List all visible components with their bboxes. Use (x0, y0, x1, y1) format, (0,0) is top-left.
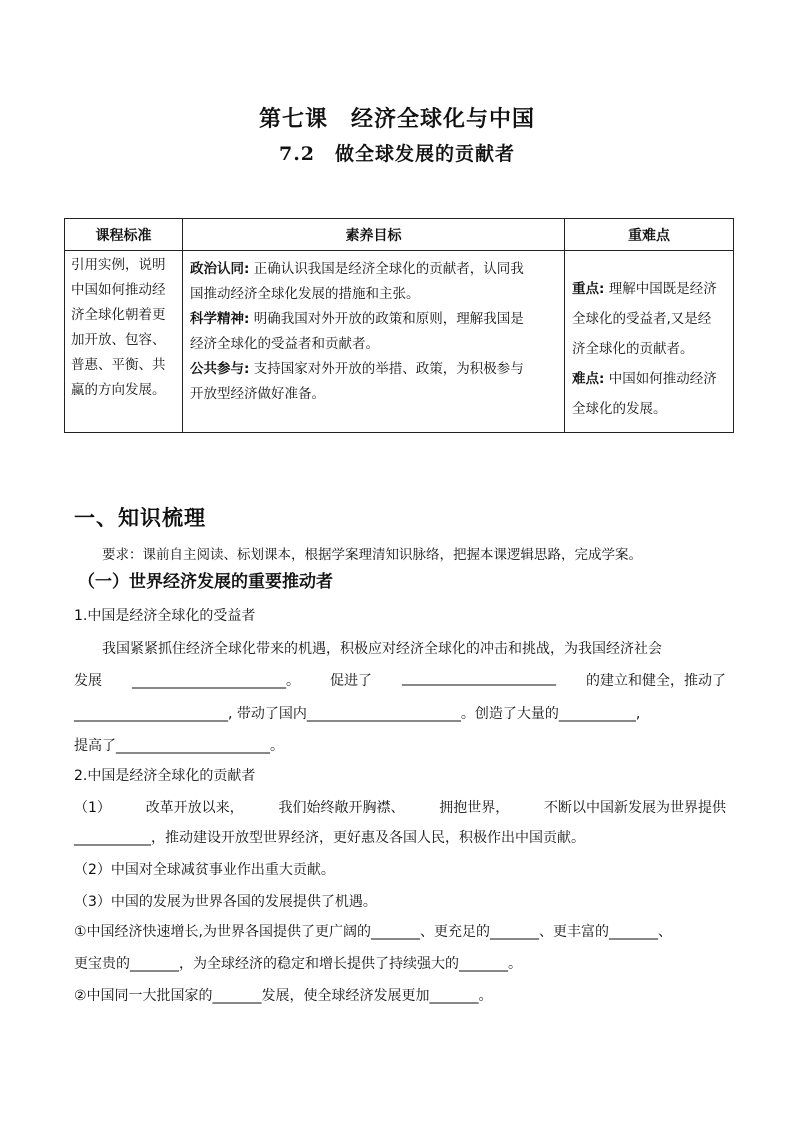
lesson-title: 第七课 经济全球化与中国 (258, 106, 535, 132)
goal-political (190, 257, 559, 282)
text-segment: 拥抱世界， (439, 800, 510, 816)
blank-segment: ______________________。 (132, 673, 300, 689)
point-2-item-2: （2）中国对全球减贫事业作出重大贡献。 (74, 862, 335, 878)
standard-line: 济全球化朝着更 (71, 307, 166, 323)
goals-table (64, 218, 734, 433)
point-1-line-1: 我国紧紧抓住经济全球化带来的机遇，积极应对经济全球化的冲击和挑战，为我国经济社会 (102, 641, 662, 657)
key-text: 全球化的受益者,又是经 (572, 310, 712, 327)
text-segment: 我们始终敞开胸襟、 (278, 800, 405, 816)
point-1-line-4: 提高了______________________。 (74, 738, 284, 754)
goal-science (190, 307, 559, 332)
goal-text: 明确我国对外开放的政策和原则，理解我国是 (249, 311, 524, 327)
header-goals: 素养目标 (183, 219, 565, 251)
section-heading: 一、知识梳理 (74, 506, 206, 530)
point-2-c2: ②中国同一大批国家的_______发展，使全球经济发展更加_______。 (74, 988, 493, 1004)
text-segment: 的建立和健全，推动了 (586, 673, 726, 689)
text-segment: 发展 (74, 673, 102, 689)
standard-line: 普惠、平衡、共 (71, 357, 166, 373)
sub-heading: （一）世界经济发展的重要推动者 (78, 572, 333, 592)
goal-label: 政治认同: (190, 261, 250, 277)
lesson-subtitle: 7.2 做全球发展的贡献者 (278, 143, 516, 165)
table-header-row (65, 219, 734, 251)
standard-line: 加开放、包容、 (71, 332, 166, 348)
standard-line: 赢的方向发展。 (71, 382, 166, 398)
goal-label: 科学精神: (190, 311, 250, 327)
key-points-cell (565, 251, 734, 433)
text-segment: （1） (74, 800, 111, 816)
key-point (572, 274, 729, 304)
difficult-text: 中国如何推动经济 (604, 370, 717, 387)
goal-text: 经济全球化的受益者和贡献者。 (190, 336, 379, 352)
difficult-label: 难点: (572, 370, 605, 387)
goal-text: 正确认识我国是经济全球化的贡献者，认同我 (249, 261, 524, 277)
difficult-text: 全球化的发展。 (572, 400, 667, 417)
point-2-line-2: ___________，推动建设开放型世界经济，更好惠及各国人民，积极作出中国贡献。 (74, 830, 585, 846)
point-1-line-2 (74, 670, 726, 690)
goal-text: 支持国家对外开放的举措、政策，为积极参与 (249, 361, 524, 377)
blank-segment: ______________________ (402, 670, 556, 686)
header-key-points: 重难点 (565, 219, 734, 251)
requirement-text: 要求：课前自主阅读、标划课本，根据学案理清知识脉络，把握本课逻辑思路，完成学案。 (102, 547, 642, 563)
standard-line: 中国如何推动经 (71, 282, 166, 298)
text-segment: 不断以中国新发展为世界提供 (543, 800, 726, 816)
header-standard: 课程标准 (65, 219, 183, 251)
key-text: 济全球化的贡献者。 (572, 340, 694, 357)
point-1-line-3: ______________________, 带动了国内______________________。创造了大量的___________, (74, 706, 641, 722)
point-2-c1-line-2: 更宝贵的_______，为全球经济的稳定和增长提供了持续强大的_______。 (74, 956, 522, 972)
standard-line: 引用实例，说明 (71, 257, 166, 273)
point-2-c1-line-1: ①中国经济快速增长,为世界各国提供了更广阔的_______、更充足的_______、更丰富的_______、 (74, 924, 672, 940)
table-row (65, 251, 734, 433)
text-segment: 促进了 (330, 673, 372, 689)
point-2-line-1 (74, 797, 726, 817)
goal-text: 开放型经济做好准备。 (190, 386, 325, 402)
key-text: 理解中国既是经济 (604, 280, 717, 297)
difficult-point (572, 364, 729, 394)
goal-text: 国推动经济全球化发展的措施和主张。 (190, 286, 420, 302)
point-2-title: 2.中国是经济全球化的贡献者 (74, 768, 256, 784)
goal-public (190, 357, 559, 382)
standard-cell (65, 251, 183, 433)
text-segment: 改革开放以来， (145, 800, 244, 816)
goal-label: 公共参与: (190, 361, 250, 377)
point-1-title: 1.中国是经济全球化的受益者 (74, 608, 256, 624)
goals-cell (183, 251, 565, 433)
point-2-item-3: （3）中国的发展为世界各国的发展提供了机遇。 (74, 894, 377, 910)
key-label: 重点: (572, 280, 605, 297)
